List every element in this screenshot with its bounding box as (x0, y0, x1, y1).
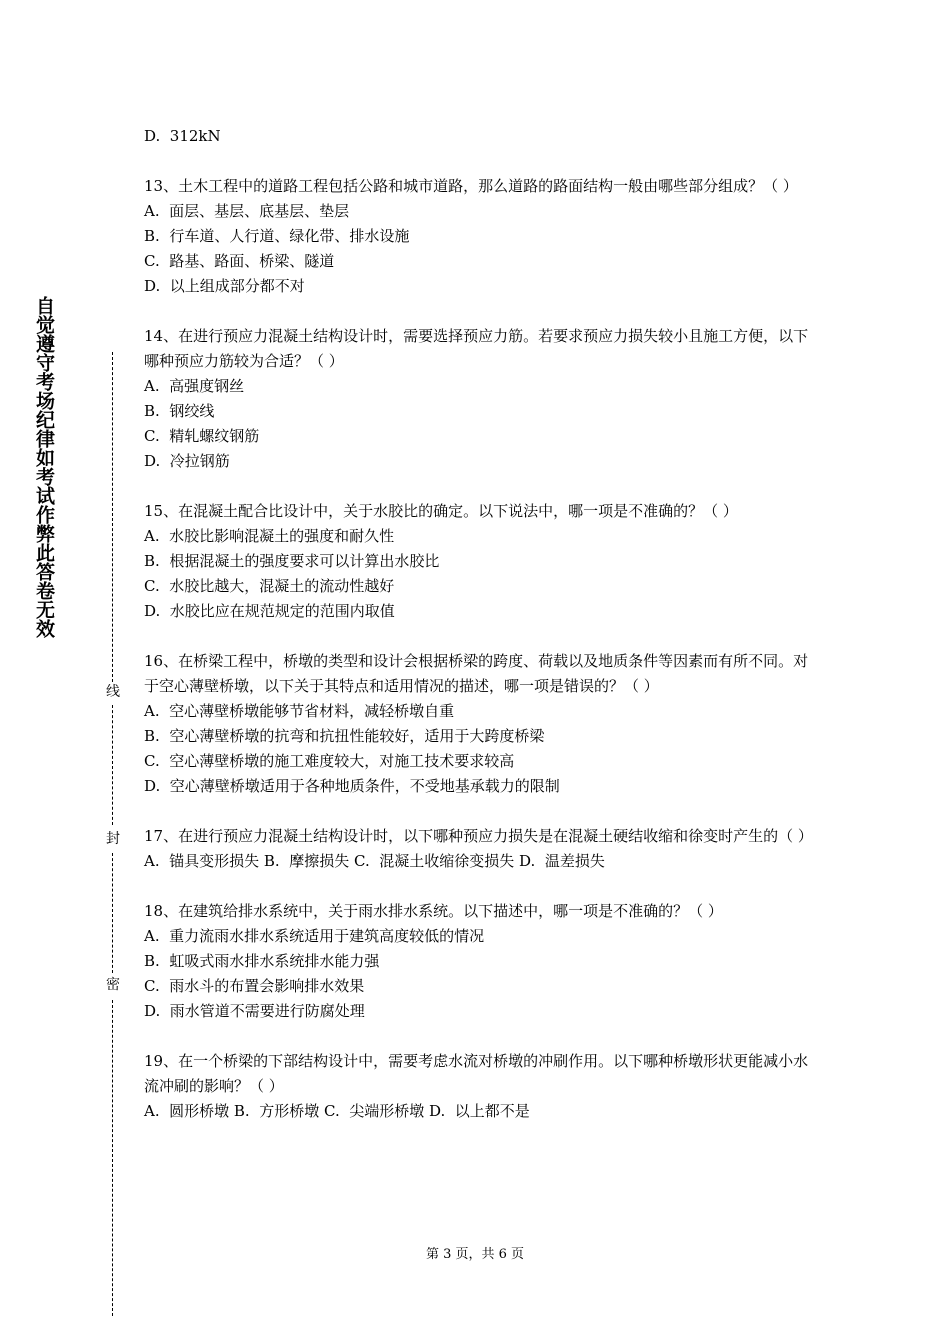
option-c: C. 精轧螺纹钢筋 (144, 427, 260, 445)
previous-question-option-d: D. 312kN (144, 127, 221, 145)
binding-line-label: 线 (106, 684, 120, 700)
option-d: D. 水胶比应在规范规定的范围内取值 (144, 602, 395, 620)
question-14 (144, 324, 814, 474)
option-a: A. 高强度钢丝 (144, 377, 245, 395)
binding-line-dash (112, 352, 113, 682)
question-15 (144, 499, 814, 624)
option-d: D. 雨水管道不需要进行防腐处理 (144, 1002, 365, 1020)
question-stem: 16、在桥梁工程中，桥墩的类型和设计会根据桥梁的跨度、荷载以及地质条件等因素而有所不同。对于空心薄壁桥墩，以下关于其特点和适用情况的描述，哪一项是错误的？（ ） (144, 652, 809, 695)
option-a: A. 面层、基层、底基层、垫层 (144, 202, 350, 220)
question-17 (144, 824, 814, 874)
binding-line-dash (112, 853, 113, 973)
options-inline: A. 圆形桥墩 B. 方形桥墩 C. 尖端形桥墩 D. 以上都不是 (144, 1102, 530, 1120)
option-d: D. 空心薄壁桥墩适用于各种地质条件，不受地基承载力的限制 (144, 777, 560, 795)
option-b: B. 虹吸式雨水排水系统排水能力强 (144, 952, 380, 970)
option-b: B. 根据混凝土的强度要求可以计算出水胶比 (144, 552, 440, 570)
question-19 (144, 1049, 814, 1124)
exam-discipline-notice: 自觉遵守考场纪律如考试作弊此答卷无效 (33, 296, 55, 638)
option-b: B. 钢绞线 (144, 402, 215, 420)
option-a: A. 重力流雨水排水系统适用于建筑高度较低的情况 (144, 927, 485, 945)
option-c: C. 空心薄壁桥墩的施工难度较大，对施工技术要求较高 (144, 752, 515, 770)
question-stem: 15、在混凝土配合比设计中，关于水胶比的确定。以下说法中，哪一项是不准确的？（ ） (144, 502, 738, 520)
option-b: B. 行车道、人行道、绿化带、排水设施 (144, 227, 410, 245)
question-stem: 18、在建筑给排水系统中，关于雨水排水系统。以下描述中，哪一项是不准确的？（ ） (144, 902, 723, 920)
question-13 (144, 174, 814, 299)
option-b: B. 空心薄壁桥墩的抗弯和抗扭性能较好，适用于大跨度桥梁 (144, 727, 545, 745)
option-c: C. 路基、路面、桥梁、隧道 (144, 252, 335, 270)
question-stem: 14、在进行预应力混凝土结构设计时，需要选择预应力筋。若要求预应力损失较小且施工方便，以下哪种预应力筋较为合适？（ ） (144, 327, 809, 370)
page-number: 第 3 页，共 6 页 (425, 1247, 525, 1262)
option-a: A. 空心薄壁桥墩能够节省材料，减轻桥墩自重 (144, 702, 455, 720)
option-d: D. 冷拉钢筋 (144, 452, 230, 470)
options-inline: A. 锚具变形损失 B. 摩擦损失 C. 混凝土收缩徐变损失 D. 温差损失 (144, 852, 605, 870)
option-d: D. 以上组成部分都不对 (144, 277, 305, 295)
question-16 (144, 649, 814, 799)
question-content (144, 124, 814, 1124)
question-18 (144, 899, 814, 1024)
option-c: C. 雨水斗的布置会影响排水效果 (144, 977, 365, 995)
binding-line-dash (112, 1000, 113, 1316)
option-a: A. 水胶比影响混凝土的强度和耐久性 (144, 527, 395, 545)
binding-secret-label: 密 (106, 977, 120, 993)
option-c: C. 水胶比越大，混凝土的流动性越好 (144, 577, 395, 595)
question-stem: 19、在一个桥梁的下部结构设计中，需要考虑水流对桥墩的冲刷作用。以下哪种桥墩形状更能减小水流冲刷的影响？（ ） (144, 1052, 809, 1095)
binding-seal-label: 封 (106, 831, 120, 847)
question-stem: 17、在进行预应力混凝土结构设计时，以下哪种预应力损失是在混凝土硬结收缩和徐变时产生的（ ） (144, 827, 813, 845)
question-stem: 13、土木工程中的道路工程包括公路和城市道路，那么道路的路面结构一般由哪些部分组成？（ ） (144, 177, 798, 195)
binding-line-dash (112, 705, 113, 825)
